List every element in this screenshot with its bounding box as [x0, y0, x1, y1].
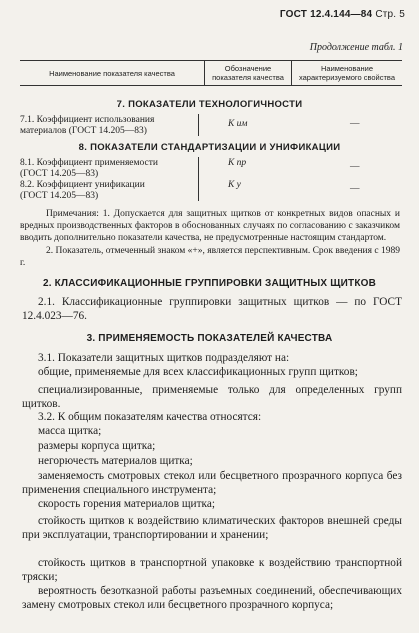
- paragraph: вероятность безотказной работы разъемных соединений, обеспечивающих замену смотровых стекол или бесцветного прозрачного корпуса;: [22, 585, 402, 611]
- divider: [198, 114, 199, 136]
- row-property: —: [350, 184, 360, 194]
- page-number: Стр. 5: [375, 9, 405, 20]
- section-8-title: 8. ПОКАЗАТЕЛИ СТАНДАРТИЗАЦИИ И УНИФИКАЦИИ: [78, 142, 341, 153]
- row-symbol: К у: [228, 180, 241, 190]
- note-1: Примечания: 1. Допускается для защитных щитков от конкретных видов опасных и вредных производственных факторов в обоснованных случаях по согласованию с заказчиком вводить дополнительно показатели качества, не предусмотренные настоящим стандартом.: [20, 209, 400, 243]
- paragraph: масса щитка;: [38, 425, 102, 437]
- section-3-title: 3. ПРИМЕНЯЕМОСТЬ ПОКАЗАТЕЛЕЙ КАЧЕСТВА: [86, 333, 333, 344]
- section-7-title: 7. ПОКАЗАТЕЛИ ТЕХНОЛОГИЧНОСТИ: [116, 99, 303, 110]
- paragraph: стойкость щитков в транспортной упаковке к воздействию транспортной тряски;: [22, 557, 402, 583]
- paragraph: заменяемость смотровых стекол или бесцветного прозрачного корпуса без применения специального инструмента;: [22, 470, 402, 496]
- row-name: 7.1. Коэффициент использования материалов (ГОСТ 14.205—83): [20, 115, 155, 136]
- col-header-name: Наименование показателя качества: [20, 61, 205, 86]
- paragraph: стойкость щитков к воздействию климатических факторов внешней среды при эксплуатации, транспортировании и хранении;: [22, 515, 402, 541]
- paragraph: скорость горения материалов щитка;: [38, 498, 216, 510]
- paragraph: 3.2. К общим показателям качества относятся:: [38, 411, 262, 423]
- section-2-title: 2. КЛАССИФИКАЦИОННЫЕ ГРУППИРОВКИ ЗАЩИТНЫХ ЩИТКОВ: [42, 278, 377, 289]
- paragraph: размеры корпуса щитка;: [38, 440, 156, 452]
- paragraph: 3.1. Показатели защитных щитков подразделяют на:: [38, 352, 290, 364]
- row-name: 8.1. Коэффициент применяемости (ГОСТ 14.205—83): [20, 158, 158, 179]
- paragraph: 2.1. Классификационные группировки защитных щитков — по ГОСТ 12.4.023—76.: [22, 296, 402, 322]
- table-header: [20, 60, 402, 86]
- page-header: [280, 9, 405, 20]
- col-header-property: Наименование характеризуемого свойства: [292, 61, 403, 86]
- gost-number: ГОСТ 12.4.144—84: [279, 9, 373, 20]
- row-property: —: [350, 162, 360, 172]
- row-property: —: [350, 119, 360, 129]
- note-2: 2. Показатель, отмеченный знаком «+», является перспективным. Срок введения с 1989 г.: [20, 246, 400, 268]
- row-symbol: К им: [228, 119, 248, 129]
- paragraph: общие, применяемые для всех классификационных групп щитков;: [38, 366, 358, 378]
- row-name: 8.2. Коэффициент унификации (ГОСТ 14.205—83): [20, 180, 145, 201]
- divider: [198, 157, 199, 201]
- paragraph: негорючесть материалов щитка;: [38, 455, 193, 467]
- col-header-symbol: Обозначение показателя качества: [205, 61, 292, 86]
- row-symbol: К пр: [228, 158, 247, 168]
- paragraph: специализированные, применяемые только для определенных групп щитков.: [22, 384, 402, 410]
- table-continuation: Продолжение табл. 1: [309, 42, 403, 53]
